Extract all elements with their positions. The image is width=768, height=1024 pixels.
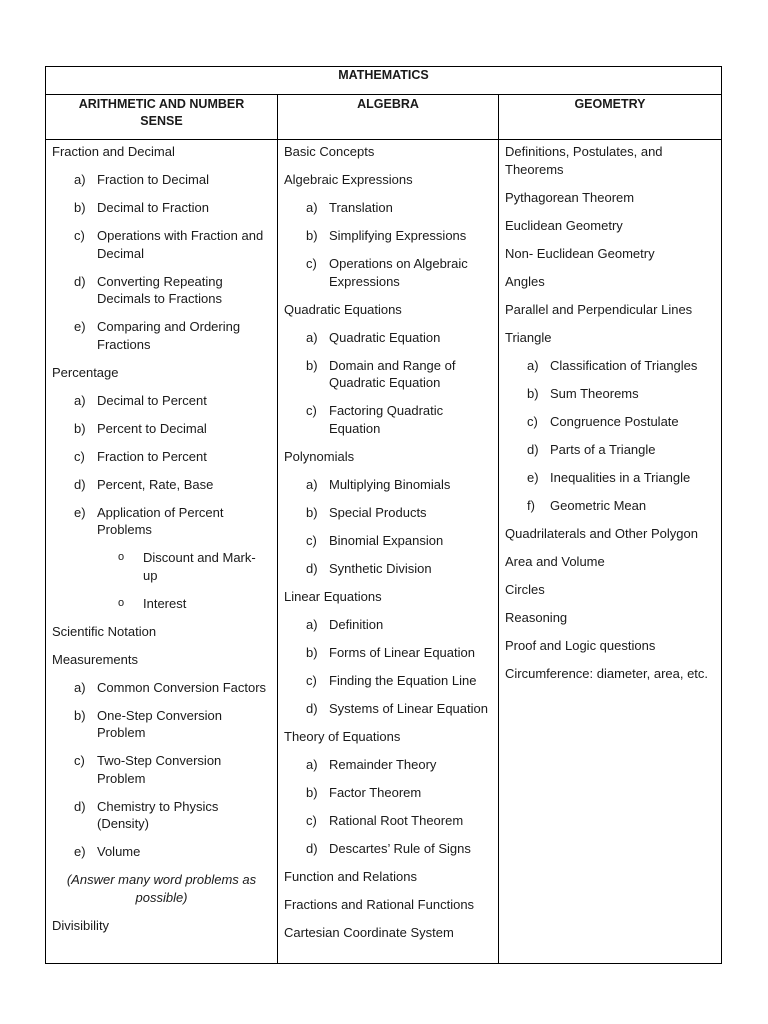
list-item-text: One-Step Conversion Problem (97, 707, 223, 740)
list-item (278, 616, 498, 634)
list-item-text: Percent to Decimal (97, 420, 207, 436)
list-item (278, 532, 498, 550)
topic-heading: Proof and Logic questions (505, 637, 656, 653)
list-item (499, 441, 721, 459)
list-item-text: Two-Step Conversion Problem (97, 753, 222, 786)
list-item-text: Volume (97, 844, 141, 859)
list-item-text: Domain and Range of Quadratic Equation (329, 357, 456, 390)
list-marker: d) (527, 441, 539, 457)
column-geometry (499, 140, 721, 963)
bullet-subitem (46, 595, 277, 613)
bullet-marker: o (118, 596, 125, 609)
list-item (46, 476, 277, 494)
bullet-marker: o (118, 551, 125, 563)
list-item-text: Definition (329, 616, 384, 632)
list-item (46, 199, 277, 217)
list-item (278, 644, 498, 662)
list-item-text: Translation (329, 200, 393, 215)
topic-heading: Basic Concepts (284, 144, 375, 159)
column-algebra (278, 140, 499, 963)
list-item-text: Comparing and Ordering Fractions (97, 319, 241, 352)
list-item (46, 752, 277, 787)
list-item-text: Descartes’ Rule of Signs (329, 840, 471, 856)
list-item-text: Remainder Theory (329, 756, 437, 772)
list-item-text: Application of Percent Problems (97, 504, 224, 537)
list-marker: e) (527, 469, 539, 485)
list-item-text: Fraction to Decimal (97, 172, 209, 187)
header-arithmetic: ARITHMETIC AND NUMBER SENSE (46, 95, 278, 139)
list-marker: b) (527, 385, 539, 401)
topic-heading: Scientific Notation (52, 623, 157, 639)
list-marker: b) (306, 228, 318, 243)
list-marker: d) (74, 273, 86, 289)
column-arithmetic (46, 140, 278, 963)
list-item-text: Chemistry to Physics (Density) (97, 798, 219, 831)
list-marker: c) (306, 672, 317, 688)
list-marker: d) (306, 700, 318, 716)
list-item (46, 448, 277, 466)
list-marker: b) (74, 707, 86, 723)
topic-heading: Percentage (52, 364, 119, 380)
list-marker: b) (74, 420, 86, 436)
note-text: (Answer many word problems as possible) (66, 872, 257, 905)
list-item-text: Quadratic Equation (329, 329, 441, 345)
list-marker: c) (74, 228, 85, 243)
list-item (278, 402, 498, 437)
body-row (46, 140, 721, 963)
list-item (278, 255, 498, 290)
list-item-text: Synthetic Division (329, 560, 432, 576)
header-algebra: ALGEBRA (278, 95, 499, 139)
topic-heading: Reasoning (505, 609, 568, 625)
list-marker: c) (306, 403, 317, 418)
mathematics-table (45, 66, 722, 964)
list-item (46, 392, 277, 410)
list-marker: c) (306, 812, 317, 828)
topic-heading: Cartesian Coordinate System (284, 924, 454, 940)
table-title: MATHEMATICS (338, 68, 429, 82)
list-marker: d) (74, 476, 86, 492)
list-marker: f) (527, 497, 535, 513)
topic-heading: Fraction and Decimal (52, 144, 175, 159)
list-item (278, 504, 498, 522)
list-item (499, 385, 721, 403)
list-item (278, 756, 498, 774)
list-item (278, 476, 498, 494)
list-item (46, 318, 277, 353)
list-item (46, 420, 277, 438)
list-marker: a) (306, 756, 318, 772)
list-marker: c) (306, 256, 317, 271)
list-item (278, 560, 498, 578)
topic-heading: Divisibility (52, 917, 110, 933)
list-marker: e) (74, 504, 86, 520)
list-item (278, 700, 498, 718)
list-marker: d) (74, 798, 86, 814)
list-item-text: Congruence Postulate (550, 413, 679, 429)
list-item (46, 679, 277, 697)
list-item-text: Rational Root Theorem (329, 812, 464, 828)
topic-heading: Euclidean Geometry (505, 217, 623, 233)
list-item-text: Operations on Algebraic Expressions (329, 256, 468, 289)
list-item-text: Special Products (329, 504, 427, 520)
topic-heading: Fractions and Rational Functions (284, 896, 475, 912)
list-item-text: Factor Theorem (329, 784, 422, 800)
list-item (499, 497, 721, 515)
list-marker: a) (74, 679, 86, 695)
list-item (46, 273, 277, 308)
list-item-text: Classification of Triangles (550, 357, 698, 373)
topic-heading: Circumference: diameter, area, etc. (505, 665, 709, 681)
list-item-text: Fraction to Percent (97, 448, 207, 464)
list-marker: b) (306, 644, 318, 660)
list-item (46, 707, 277, 742)
table-title-row (46, 67, 721, 95)
topic-heading: Quadrilaterals and Other Polygon (505, 525, 698, 541)
list-item (499, 469, 721, 487)
list-marker: e) (74, 319, 86, 334)
list-item-text: Multiplying Binomials (329, 476, 451, 492)
list-marker: b) (306, 784, 318, 800)
topic-heading: Area and Volume (505, 553, 605, 569)
list-item (46, 798, 277, 833)
list-marker: b) (306, 357, 318, 373)
list-item-text: Percent, Rate, Base (97, 476, 214, 492)
list-item-text: Forms of Linear Equation (329, 644, 475, 660)
list-marker: c) (306, 532, 317, 548)
topic-heading: Polynomials (284, 448, 355, 464)
topic-heading: Algebraic Expressions (284, 172, 413, 187)
list-marker: b) (74, 200, 86, 215)
list-item-text: Sum Theorems (550, 385, 639, 401)
list-item (278, 672, 498, 690)
list-item (499, 413, 721, 431)
topic-heading: Circles (505, 581, 545, 597)
list-marker: a) (74, 392, 86, 408)
list-marker: b) (306, 504, 318, 520)
list-item-text: Interest (143, 595, 187, 611)
header-geometry: GEOMETRY (574, 97, 646, 111)
list-marker: a) (74, 172, 86, 187)
list-item-text: Decimal to Percent (97, 392, 207, 408)
list-item (278, 840, 498, 858)
topic-heading: Pythagorean Theorem (505, 189, 635, 205)
list-item (278, 227, 498, 245)
topic-heading: Measurements (52, 651, 138, 667)
topic-heading: Parallel and Perpendicular Lines (505, 301, 693, 317)
list-item (46, 504, 277, 539)
topic-heading: Quadratic Equations (284, 301, 402, 317)
list-item (278, 199, 498, 217)
list-item-text: Decimal to Fraction (97, 200, 209, 215)
list-item-text: Simplifying Expressions (329, 228, 467, 243)
list-marker: c) (74, 448, 85, 464)
topic-heading: Definitions, Postulates, and Theorems (505, 144, 663, 177)
list-item-text: Factoring Quadratic Equation (329, 403, 444, 436)
list-item-text: Converting Repeating Decimals to Fractions (97, 273, 223, 306)
list-item-text: Parts of a Triangle (550, 441, 656, 457)
list-marker: c) (74, 753, 85, 768)
list-item (46, 227, 277, 262)
list-item (278, 329, 498, 347)
list-item-text: Systems of Linear Equation (329, 700, 488, 716)
topic-heading: Function and Relations (284, 868, 417, 884)
list-item (499, 357, 721, 375)
header-row (46, 95, 721, 140)
list-item-text: Finding the Equation Line (329, 672, 477, 688)
list-item-text: Geometric Mean (550, 497, 647, 513)
list-item (46, 843, 277, 861)
topic-heading: Angles (505, 273, 545, 289)
list-marker: a) (306, 200, 318, 215)
list-item-text: Operations with Fraction and Decimal (97, 228, 264, 261)
list-item-text: Common Conversion Factors (97, 679, 267, 695)
list-item-text: Binomial Expansion (329, 532, 444, 548)
list-item-text: Discount and Mark-up (143, 550, 256, 583)
list-marker: d) (306, 840, 318, 856)
list-item (278, 784, 498, 802)
topic-heading: Non- Euclidean Geometry (505, 245, 655, 261)
list-marker: a) (527, 357, 539, 373)
list-marker: a) (306, 476, 318, 492)
list-marker: a) (306, 329, 318, 345)
list-marker: e) (74, 844, 86, 859)
list-item (278, 812, 498, 830)
list-item (278, 357, 498, 392)
list-marker: d) (306, 560, 318, 576)
list-marker: c) (527, 413, 538, 429)
topic-heading: Theory of Equations (284, 728, 401, 744)
list-item-text: Inequalities in a Triangle (550, 469, 691, 485)
list-marker: a) (306, 616, 318, 632)
list-item (46, 171, 277, 189)
bullet-subitem (46, 549, 277, 584)
topic-heading: Linear Equations (284, 588, 382, 604)
topic-heading: Triangle (505, 329, 552, 345)
